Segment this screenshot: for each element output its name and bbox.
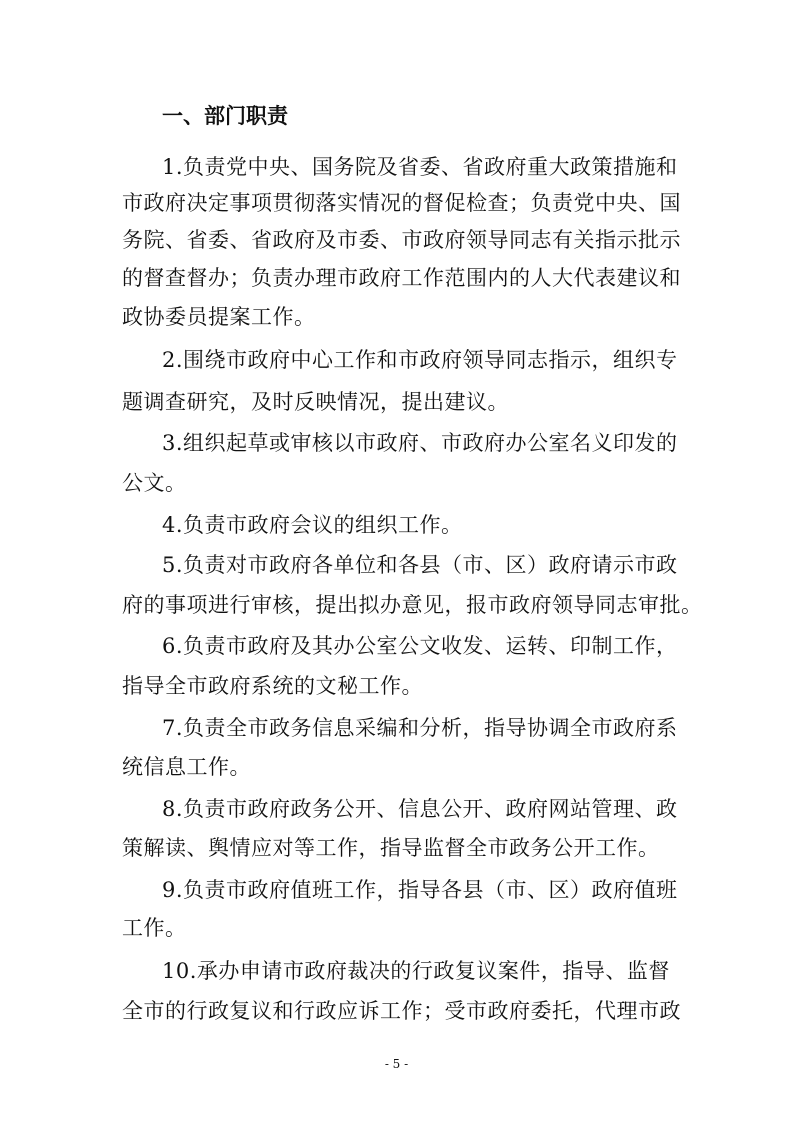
paragraph-line: 工作。 [122, 916, 187, 940]
paragraph-line: 的督查督办；负责办理市政府工作范围内的人大代表建议和 [122, 266, 681, 290]
paragraph-line: 全市的行政复议和行政应诉工作；受市政府委托，代理市政 [122, 999, 681, 1023]
paragraph-line: 题调查研究，及时反映情况，提出建议。 [122, 390, 509, 414]
paragraph-line: 9.负责市政府值班工作，指导各县（市、区）政府值班 [162, 878, 678, 902]
paragraph-line: 4.负责市政府会议的组织工作。 [162, 513, 463, 537]
paragraph-line: 6.负责市政府及其办公室公文收发、运转、印制工作， [162, 634, 678, 658]
paragraph-line: 10.承办申请市政府裁决的行政复议案件，指导、监督 [162, 959, 670, 983]
page-number: - 5 - [384, 1057, 409, 1071]
paragraph-line: 3.组织起草或审核以市政府、市政府办公室名义印发的 [162, 431, 678, 455]
paragraph-line: 1.负责党中央、国务院及省委、省政府重大政策措施和 [162, 155, 678, 179]
section-heading: 一、部门职责 [162, 104, 288, 128]
paragraph-line: 8.负责市政府政务公开、信息公开、政府网站管理、政 [162, 797, 678, 821]
paragraph-line: 2.围绕市政府中心工作和市政府领导同志指示，组织专 [162, 348, 678, 372]
paragraph-line: 市政府决定事项贯彻落实情况的督促检查；负责党中央、国 [122, 191, 681, 215]
paragraph-line: 府的事项进行审核，提出拟办意见，报市政府领导同志审批。 [122, 593, 703, 617]
paragraph-line: 务院、省委、省政府及市委、市政府领导同志有关指示批示 [122, 228, 681, 252]
paragraph-line: 策解读、舆情应对等工作，指导监督全市政务公开工作。 [122, 836, 660, 860]
paragraph-line: 统信息工作。 [122, 755, 251, 779]
paragraph-line: 公文。 [122, 471, 187, 495]
paragraph-line: 指导全市政府系统的文秘工作。 [122, 674, 423, 698]
paragraph-line: 政协委员提案工作。 [122, 305, 316, 329]
paragraph-line: 7.负责全市政务信息采编和分析，指导协调全市政府系 [162, 716, 678, 740]
paragraph-line: 5.负责对市政府各单位和各县（市、区）政府请示市政 [162, 553, 678, 577]
